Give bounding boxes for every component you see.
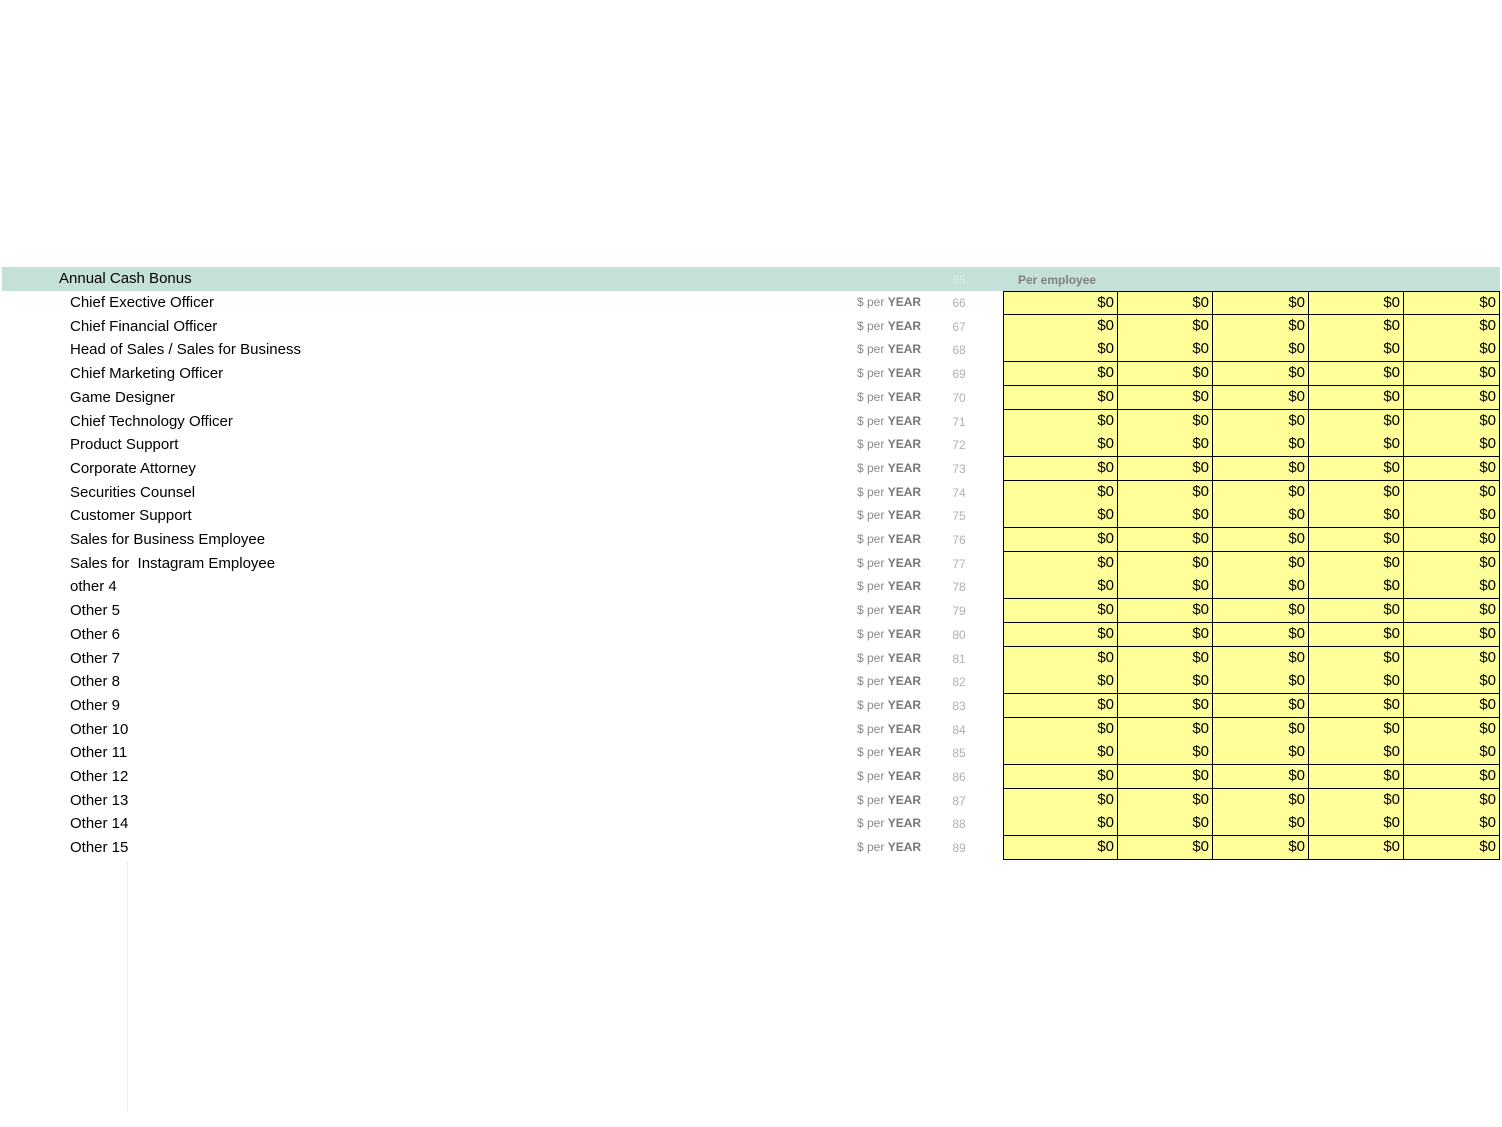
bonus-value-cell[interactable]: $0 [1404,338,1500,362]
unit-label [857,437,921,452]
bonus-value-cell[interactable]: $0 [1404,575,1500,599]
unit-period: YEAR [887,722,922,736]
unit-label [857,295,921,310]
unit-label [857,816,921,831]
row-number: 76 [952,533,966,547]
table-row [0,741,1502,765]
bonus-value-cell[interactable]: $0 [1404,694,1500,718]
bonus-value-cell[interactable]: $0 [1309,647,1404,671]
table-row [0,552,1502,576]
bonus-value-cell[interactable]: $0 [1003,812,1118,836]
bonus-value-cell[interactable]: $0 [1118,386,1213,410]
position-label: Other 8 [70,673,121,690]
table-row [0,433,1502,457]
unit-label [857,722,921,737]
unit-label [857,745,921,760]
position-label: Corporate Attorney [70,460,196,477]
page-break-guide [127,862,128,1112]
bonus-value-cell[interactable]: $0 [1003,552,1118,576]
bonus-value-cell[interactable]: $0 [1213,362,1309,386]
row-number: 81 [952,652,966,666]
unit-period: YEAR [887,603,922,617]
unit-period: YEAR [887,366,922,380]
bonus-value-cell[interactable]: $0 [1003,670,1118,694]
unit-prefix: $ per [857,651,885,665]
bonus-value-cell[interactable]: $0 [1213,410,1309,434]
bonus-value-cell[interactable]: $0 [1118,528,1213,552]
unit-label [857,579,921,594]
bonus-value-cell[interactable]: $0 [1118,670,1213,694]
table-row [0,481,1502,505]
unit-period: YEAR [887,390,922,404]
unit-period: YEAR [887,816,922,830]
bonus-value-cell[interactable]: $0 [1003,338,1118,362]
position-label: Chief Marketing Officer [70,365,224,382]
position-label: Other 15 [70,839,129,856]
table-row [0,647,1502,671]
unit-prefix: $ per [857,319,885,333]
row-number: 73 [952,462,966,476]
bonus-value-cell[interactable]: $0 [1118,457,1213,481]
position-label: Other 14 [70,815,129,832]
row-number: 88 [952,817,966,831]
bonus-value-cell[interactable]: $0 [1003,647,1118,671]
row-number: 66 [952,296,966,310]
position-label: Other 10 [70,721,129,738]
bonus-value-cell[interactable]: $0 [1213,291,1309,315]
unit-prefix: $ per [857,674,885,688]
bonus-value-cell[interactable]: $0 [1003,599,1118,623]
bonus-value-cell[interactable]: $0 [1309,765,1404,789]
bonus-value-cell[interactable]: $0 [1404,765,1500,789]
unit-prefix: $ per [857,698,885,712]
position-label: Other 12 [70,768,129,785]
row-number: 67 [952,320,966,334]
section-title: Annual Cash Bonus [59,270,192,287]
table-row [0,623,1502,647]
bonus-value-cell[interactable]: $0 [1213,741,1309,765]
row-number: 75 [952,509,966,523]
bonus-value-cell[interactable]: $0 [1118,718,1213,742]
unit-period: YEAR [887,319,922,333]
unit-prefix: $ per [857,437,885,451]
position-label: Securities Counsel [70,484,196,501]
bonus-value-cell[interactable]: $0 [1309,315,1404,339]
unit-prefix: $ per [857,603,885,617]
table-row [0,457,1502,481]
bonus-value-cell[interactable]: $0 [1003,315,1118,339]
row-number: 68 [952,343,966,357]
bonus-value-cell[interactable]: $0 [1213,789,1309,813]
unit-prefix: $ per [857,816,885,830]
bonus-value-cell[interactable]: $0 [1213,812,1309,836]
position-label: Sales for Instagram Employee [70,555,276,572]
unit-label [857,840,921,855]
bonus-value-cell[interactable]: $0 [1118,812,1213,836]
unit-period: YEAR [887,579,922,593]
unit-prefix: $ per [857,508,885,522]
unit-period: YEAR [887,651,922,665]
bonus-value-cell[interactable]: $0 [1118,338,1213,362]
table-row [0,670,1502,694]
bonus-value-cell[interactable]: $0 [1118,315,1213,339]
bonus-value-cell[interactable]: $0 [1404,504,1500,528]
unit-period: YEAR [887,840,922,854]
bonus-value-cell[interactable]: $0 [1003,789,1118,813]
position-label: Other 5 [70,602,121,619]
unit-period: YEAR [887,745,922,759]
bonus-value-cell[interactable]: $0 [1309,457,1404,481]
bonus-value-cell[interactable]: $0 [1404,528,1500,552]
bonus-value-cell[interactable]: $0 [1309,575,1404,599]
bonus-value-cell[interactable]: $0 [1003,623,1118,647]
bonus-value-cell[interactable]: $0 [1213,836,1309,860]
unit-label [857,603,921,618]
bonus-value-cell[interactable]: $0 [1309,836,1404,860]
position-label: Head of Sales / Sales for Business [70,341,301,358]
bonus-value-cell[interactable]: $0 [1118,481,1213,505]
bonus-value-cell[interactable]: $0 [1309,599,1404,623]
table-row [0,575,1502,599]
position-label: Product Support [70,436,179,453]
unit-period: YEAR [887,342,922,356]
position-label: Other 11 [70,744,128,761]
position-label: Chief Exective Officer [70,294,214,311]
unit-prefix: $ per [857,793,885,807]
unit-period: YEAR [887,295,922,309]
bonus-value-cell[interactable]: $0 [1309,291,1404,315]
position-label: Chief Financial Officer [70,318,218,335]
bonus-value-cell[interactable]: $0 [1404,410,1500,434]
bonus-value-cell[interactable]: $0 [1309,623,1404,647]
bonus-value-cell[interactable]: $0 [1213,457,1309,481]
table-row [0,315,1502,339]
unit-period: YEAR [887,674,922,688]
position-label: Game Designer [70,389,176,406]
unit-label [857,508,921,523]
table-row [0,694,1502,718]
bonus-value-cell[interactable]: $0 [1118,789,1213,813]
bonus-value-cell[interactable]: $0 [1118,433,1213,457]
unit-prefix: $ per [857,840,885,854]
unit-prefix: $ per [857,532,885,546]
bonus-value-cell[interactable]: $0 [1309,694,1404,718]
unit-period: YEAR [887,698,922,712]
bonus-value-cell[interactable]: $0 [1309,789,1404,813]
bonus-value-cell[interactable]: $0 [1404,433,1500,457]
bonus-value-cell[interactable]: $0 [1404,386,1500,410]
row-number: 85 [952,746,966,760]
bonus-value-cell[interactable]: $0 [1213,623,1309,647]
row-number: 74 [952,486,966,500]
bonus-value-cell[interactable]: $0 [1404,362,1500,386]
bonus-value-cell[interactable]: $0 [1213,765,1309,789]
bonus-value-cell[interactable]: $0 [1118,362,1213,386]
unit-period: YEAR [887,793,922,807]
table-row [0,362,1502,386]
bonus-value-cell[interactable]: $0 [1309,528,1404,552]
unit-prefix: $ per [857,745,885,759]
bonus-value-cell[interactable]: $0 [1003,504,1118,528]
position-label: Other 7 [70,650,121,667]
bonus-value-cell[interactable]: $0 [1309,338,1404,362]
bonus-value-cell[interactable]: $0 [1213,315,1309,339]
position-label: Other 6 [70,626,121,643]
bonus-value-cell[interactable]: $0 [1404,481,1500,505]
table-row [0,386,1502,410]
bonus-value-cell[interactable]: $0 [1404,789,1500,813]
table-row [0,599,1502,623]
bonus-value-cell[interactable]: $0 [1118,623,1213,647]
table-row [0,410,1502,434]
bonus-value-cell[interactable]: $0 [1309,670,1404,694]
table-row [0,528,1502,552]
bonus-value-cell[interactable]: $0 [1309,362,1404,386]
unit-prefix: $ per [857,627,885,641]
bonus-value-cell[interactable]: $0 [1003,528,1118,552]
bonus-value-cell[interactable]: $0 [1404,836,1500,860]
unit-label [857,698,921,713]
row-number: 78 [952,580,966,594]
position-label: Other 13 [70,792,129,809]
unit-label [857,414,921,429]
bonus-value-cell[interactable]: $0 [1118,504,1213,528]
unit-period: YEAR [887,532,922,546]
bonus-value-cell[interactable]: $0 [1003,457,1118,481]
unit-period: YEAR [887,508,922,522]
bonus-value-cell[interactable]: $0 [1118,552,1213,576]
unit-period: YEAR [887,627,922,641]
table-row [0,789,1502,813]
bonus-value-cell[interactable]: $0 [1213,647,1309,671]
unit-label [857,532,921,547]
unit-period: YEAR [887,769,922,783]
bonus-value-cell[interactable]: $0 [1003,410,1118,434]
bonus-value-cell[interactable]: $0 [1118,647,1213,671]
bonus-value-cell[interactable]: $0 [1003,575,1118,599]
unit-label [857,793,921,808]
row-number: 72 [952,438,966,452]
bonus-value-cell[interactable]: $0 [1003,836,1118,860]
bonus-value-cell[interactable]: $0 [1404,741,1500,765]
unit-period: YEAR [887,461,922,475]
unit-prefix: $ per [857,722,885,736]
bonus-value-cell[interactable]: $0 [1309,718,1404,742]
unit-label [857,366,921,381]
bonus-value-cell[interactable]: $0 [1404,315,1500,339]
bonus-value-cell[interactable]: $0 [1309,741,1404,765]
bonus-value-cell[interactable]: $0 [1003,433,1118,457]
bonus-value-cell[interactable]: $0 [1213,433,1309,457]
row-number: 87 [952,794,966,808]
unit-label [857,769,921,784]
bonus-value-cell[interactable]: $0 [1309,552,1404,576]
row-number: 77 [952,557,966,571]
position-label: Sales for Business Employee [70,531,266,548]
bonus-value-cell[interactable]: $0 [1003,741,1118,765]
bonus-value-cell[interactable]: $0 [1118,599,1213,623]
bonus-value-cell[interactable]: $0 [1003,362,1118,386]
bonus-value-cell[interactable]: $0 [1404,718,1500,742]
section-header-band [2,267,1500,291]
bonus-value-cell[interactable]: $0 [1003,291,1118,315]
unit-prefix: $ per [857,414,885,428]
row-number: 84 [952,723,966,737]
unit-prefix: $ per [857,461,885,475]
unit-prefix: $ per [857,485,885,499]
unit-label [857,556,921,571]
unit-label [857,674,921,689]
unit-prefix: $ per [857,295,885,309]
unit-label [857,651,921,666]
bonus-value-cell[interactable]: $0 [1213,694,1309,718]
bonus-value-cell[interactable]: $0 [1003,765,1118,789]
unit-label [857,485,921,500]
unit-label [857,390,921,405]
row-number: 89 [952,841,966,855]
table-row [0,504,1502,528]
bonus-value-cell[interactable]: $0 [1309,410,1404,434]
bonus-value-cell[interactable]: $0 [1404,812,1500,836]
row-number: 82 [952,675,966,689]
bonus-value-cell[interactable]: $0 [1404,457,1500,481]
unit-period: YEAR [887,485,922,499]
bonus-value-cell[interactable]: $0 [1213,599,1309,623]
bonus-value-cell[interactable]: $0 [1404,291,1500,315]
row-number: 71 [952,415,966,429]
unit-prefix: $ per [857,366,885,380]
row-number: 86 [952,770,966,784]
bonus-value-cell[interactable]: $0 [1213,552,1309,576]
bonus-value-cell[interactable]: $0 [1213,481,1309,505]
table-row [0,338,1502,362]
section-row-number: 65 [952,273,966,287]
bonus-value-cell[interactable]: $0 [1213,338,1309,362]
row-number: 70 [952,391,966,405]
bonus-value-cell[interactable]: $0 [1213,670,1309,694]
unit-period: YEAR [887,556,922,570]
unit-prefix: $ per [857,390,885,404]
bonus-value-cell[interactable]: $0 [1118,410,1213,434]
bonus-value-cell[interactable]: $0 [1404,670,1500,694]
table-row [0,836,1502,860]
bonus-value-cell[interactable]: $0 [1309,433,1404,457]
bonus-value-cell[interactable]: $0 [1118,741,1213,765]
bonus-value-cell[interactable]: $0 [1213,718,1309,742]
bonus-value-cell[interactable]: $0 [1309,481,1404,505]
position-label: other 4 [70,578,117,595]
bonus-value-cell[interactable]: $0 [1404,552,1500,576]
bonus-value-cell[interactable]: $0 [1118,694,1213,718]
table-row [0,718,1502,742]
bonus-value-cell[interactable]: $0 [1404,599,1500,623]
bonus-value-cell[interactable]: $0 [1118,765,1213,789]
bonus-value-cell[interactable]: $0 [1118,575,1213,599]
unit-prefix: $ per [857,769,885,783]
row-number: 83 [952,699,966,713]
unit-prefix: $ per [857,556,885,570]
unit-prefix: $ per [857,342,885,356]
row-number: 79 [952,604,966,618]
unit-label [857,342,921,357]
bonus-value-cell[interactable]: $0 [1003,718,1118,742]
position-label: Chief Technology Officer [70,413,233,430]
bonus-value-cell[interactable]: $0 [1118,836,1213,860]
bonus-value-cell[interactable]: $0 [1309,504,1404,528]
table-row [0,765,1502,789]
bonus-value-cell[interactable]: $0 [1213,386,1309,410]
bonus-value-cell[interactable]: $0 [1213,504,1309,528]
bonus-value-cell[interactable]: $0 [1003,481,1118,505]
row-number: 80 [952,628,966,642]
position-label: Other 9 [70,697,121,714]
unit-period: YEAR [887,414,922,428]
bonus-value-cell[interactable]: $0 [1003,386,1118,410]
bonus-value-cell[interactable]: $0 [1404,647,1500,671]
unit-label [857,319,921,334]
table-row [0,291,1502,315]
table-row [0,812,1502,836]
row-number: 69 [952,367,966,381]
bonus-value-cell[interactable]: $0 [1003,694,1118,718]
bonus-value-cell[interactable]: $0 [1213,575,1309,599]
bonus-value-cell[interactable]: $0 [1404,623,1500,647]
unit-label [857,627,921,642]
per-employee-column-header: Per employee [1018,273,1097,287]
bonus-value-cell[interactable]: $0 [1309,812,1404,836]
unit-period: YEAR [887,437,922,451]
bonus-value-cell[interactable]: $0 [1118,291,1213,315]
unit-prefix: $ per [857,579,885,593]
bonus-value-cell[interactable]: $0 [1309,386,1404,410]
position-label: Customer Support [70,507,192,524]
unit-label [857,461,921,476]
bonus-value-cell[interactable]: $0 [1213,528,1309,552]
